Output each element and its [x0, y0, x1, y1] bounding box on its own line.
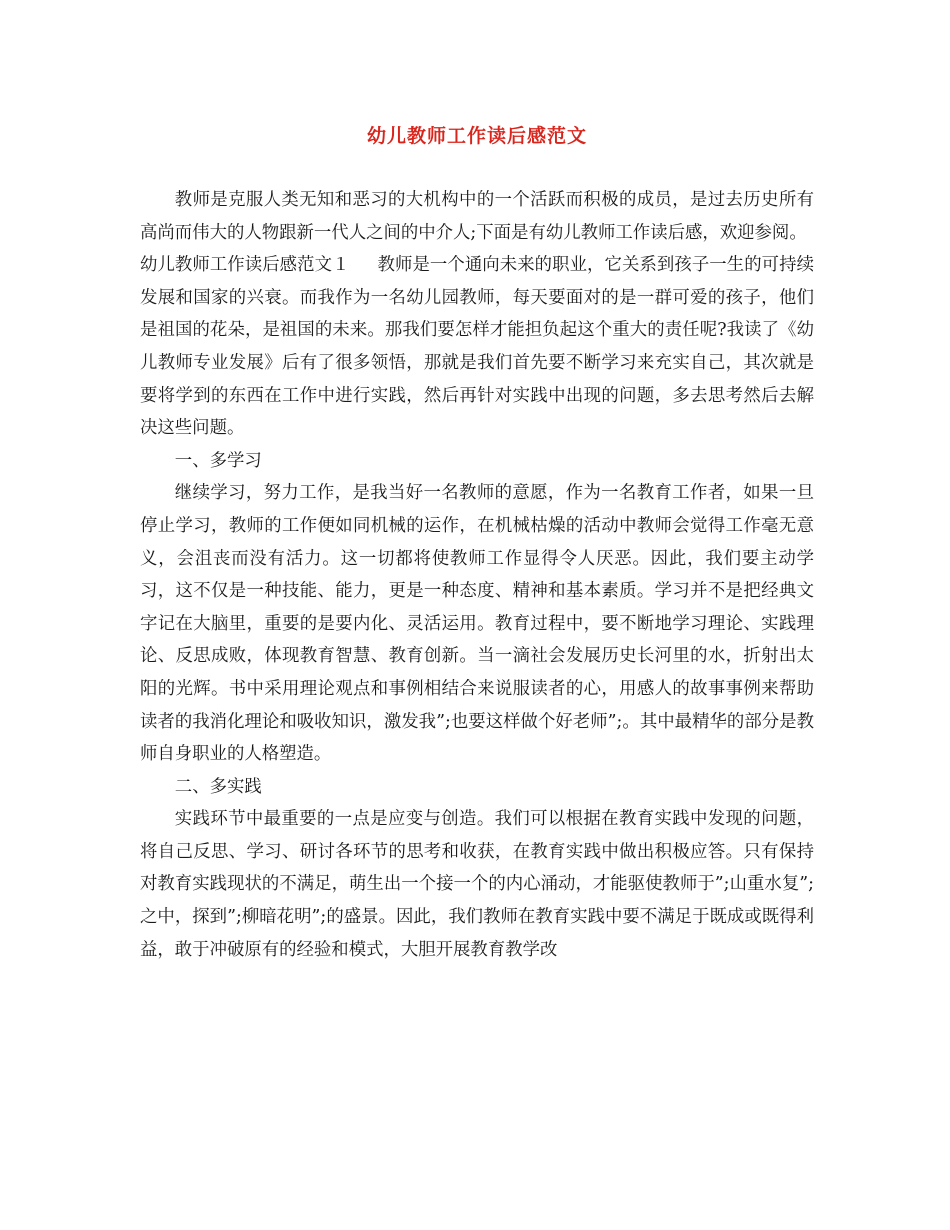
- section1-label: 幼儿教师工作读后感范文１: [140, 255, 350, 276]
- section1-text: 教师是一个通向未来的职业，它关系到孩子一生的可持续发展和国家的兴衰。而我作为一名幼儿园教师，每天要面对的是一群可爱的孩子，他们是祖国的花朵，是祖国的未来。那我们要怎样才能担负起这个重大的责任呢?我读了《幼儿教师专业发展》后有了很多领悟，那就是我们首先要不断学习来充实自己，其次就是要将学到的东西在工作中进行实践，然后再针对实践中出现的问题，多去思考然后去解决这些问题。: [140, 255, 814, 439]
- heading-study: 一、多学习: [174, 450, 262, 471]
- practice-paragraph: 实践环节中最重要的一点是应变与创造。我们可以根据在教育实践中发现的问题，将自己反思、学习、研讨各环节的思考和收获，在教育实践中做出积极应答。只有保持对教育实践现状的不满足，萌生出一个接一个的内心涌动，才能驱使教师于”;山重水复”;之中，探到”;柳暗花明”;的盛景。因此，我们教师在教育实践中要不满足于既成或既得利益，敢于冲破原有的经验和模式，大胆开展教育教学改: [140, 809, 814, 960]
- section1-paragraph: [140, 249, 814, 445]
- document-title: 幼儿教师工作读后感范文: [366, 125, 587, 147]
- study-paragraph: 继续学习，努力工作，是我当好一名教师的意愿，作为一名教育工作者，如果一旦停止学习，教师的工作便如同机械的运作，在机械枯燥的活动中教师会觉得工作毫无意义，会沮丧而没有活力。这一切都将使教师工作显得令人厌恶。因此，我们要主动学习，这不仅是一种技能、能力，更是一种态度、精神和基本素质。学习并不是把经典文字记在大脑里，重要的是要内化、灵活运用。教育过程中，要不断地学习理论、实践理论、反思成败，体现教育智慧、教育创新。当一滴社会发展历史长河里的水，折射出太阳的光辉。书中采用理论观点和事例相结合来说服读者的心，用感人的故事事例来帮助读者的我消化理论和吸收知识，激发我”;也要这样做个好老师”;。其中最精华的部分是教师自身职业的人格塑造。: [140, 483, 814, 765]
- heading-practice: 二、多实践: [174, 776, 262, 797]
- intro-paragraph: 教师是克服人类无知和恶习的大机构中的一个活跃而积极的成员，是过去历史所有高尚而伟大的人物跟新一代人之间的中介人;下面是有幼儿教师工作读后感，欢迎参阅。: [140, 190, 814, 243]
